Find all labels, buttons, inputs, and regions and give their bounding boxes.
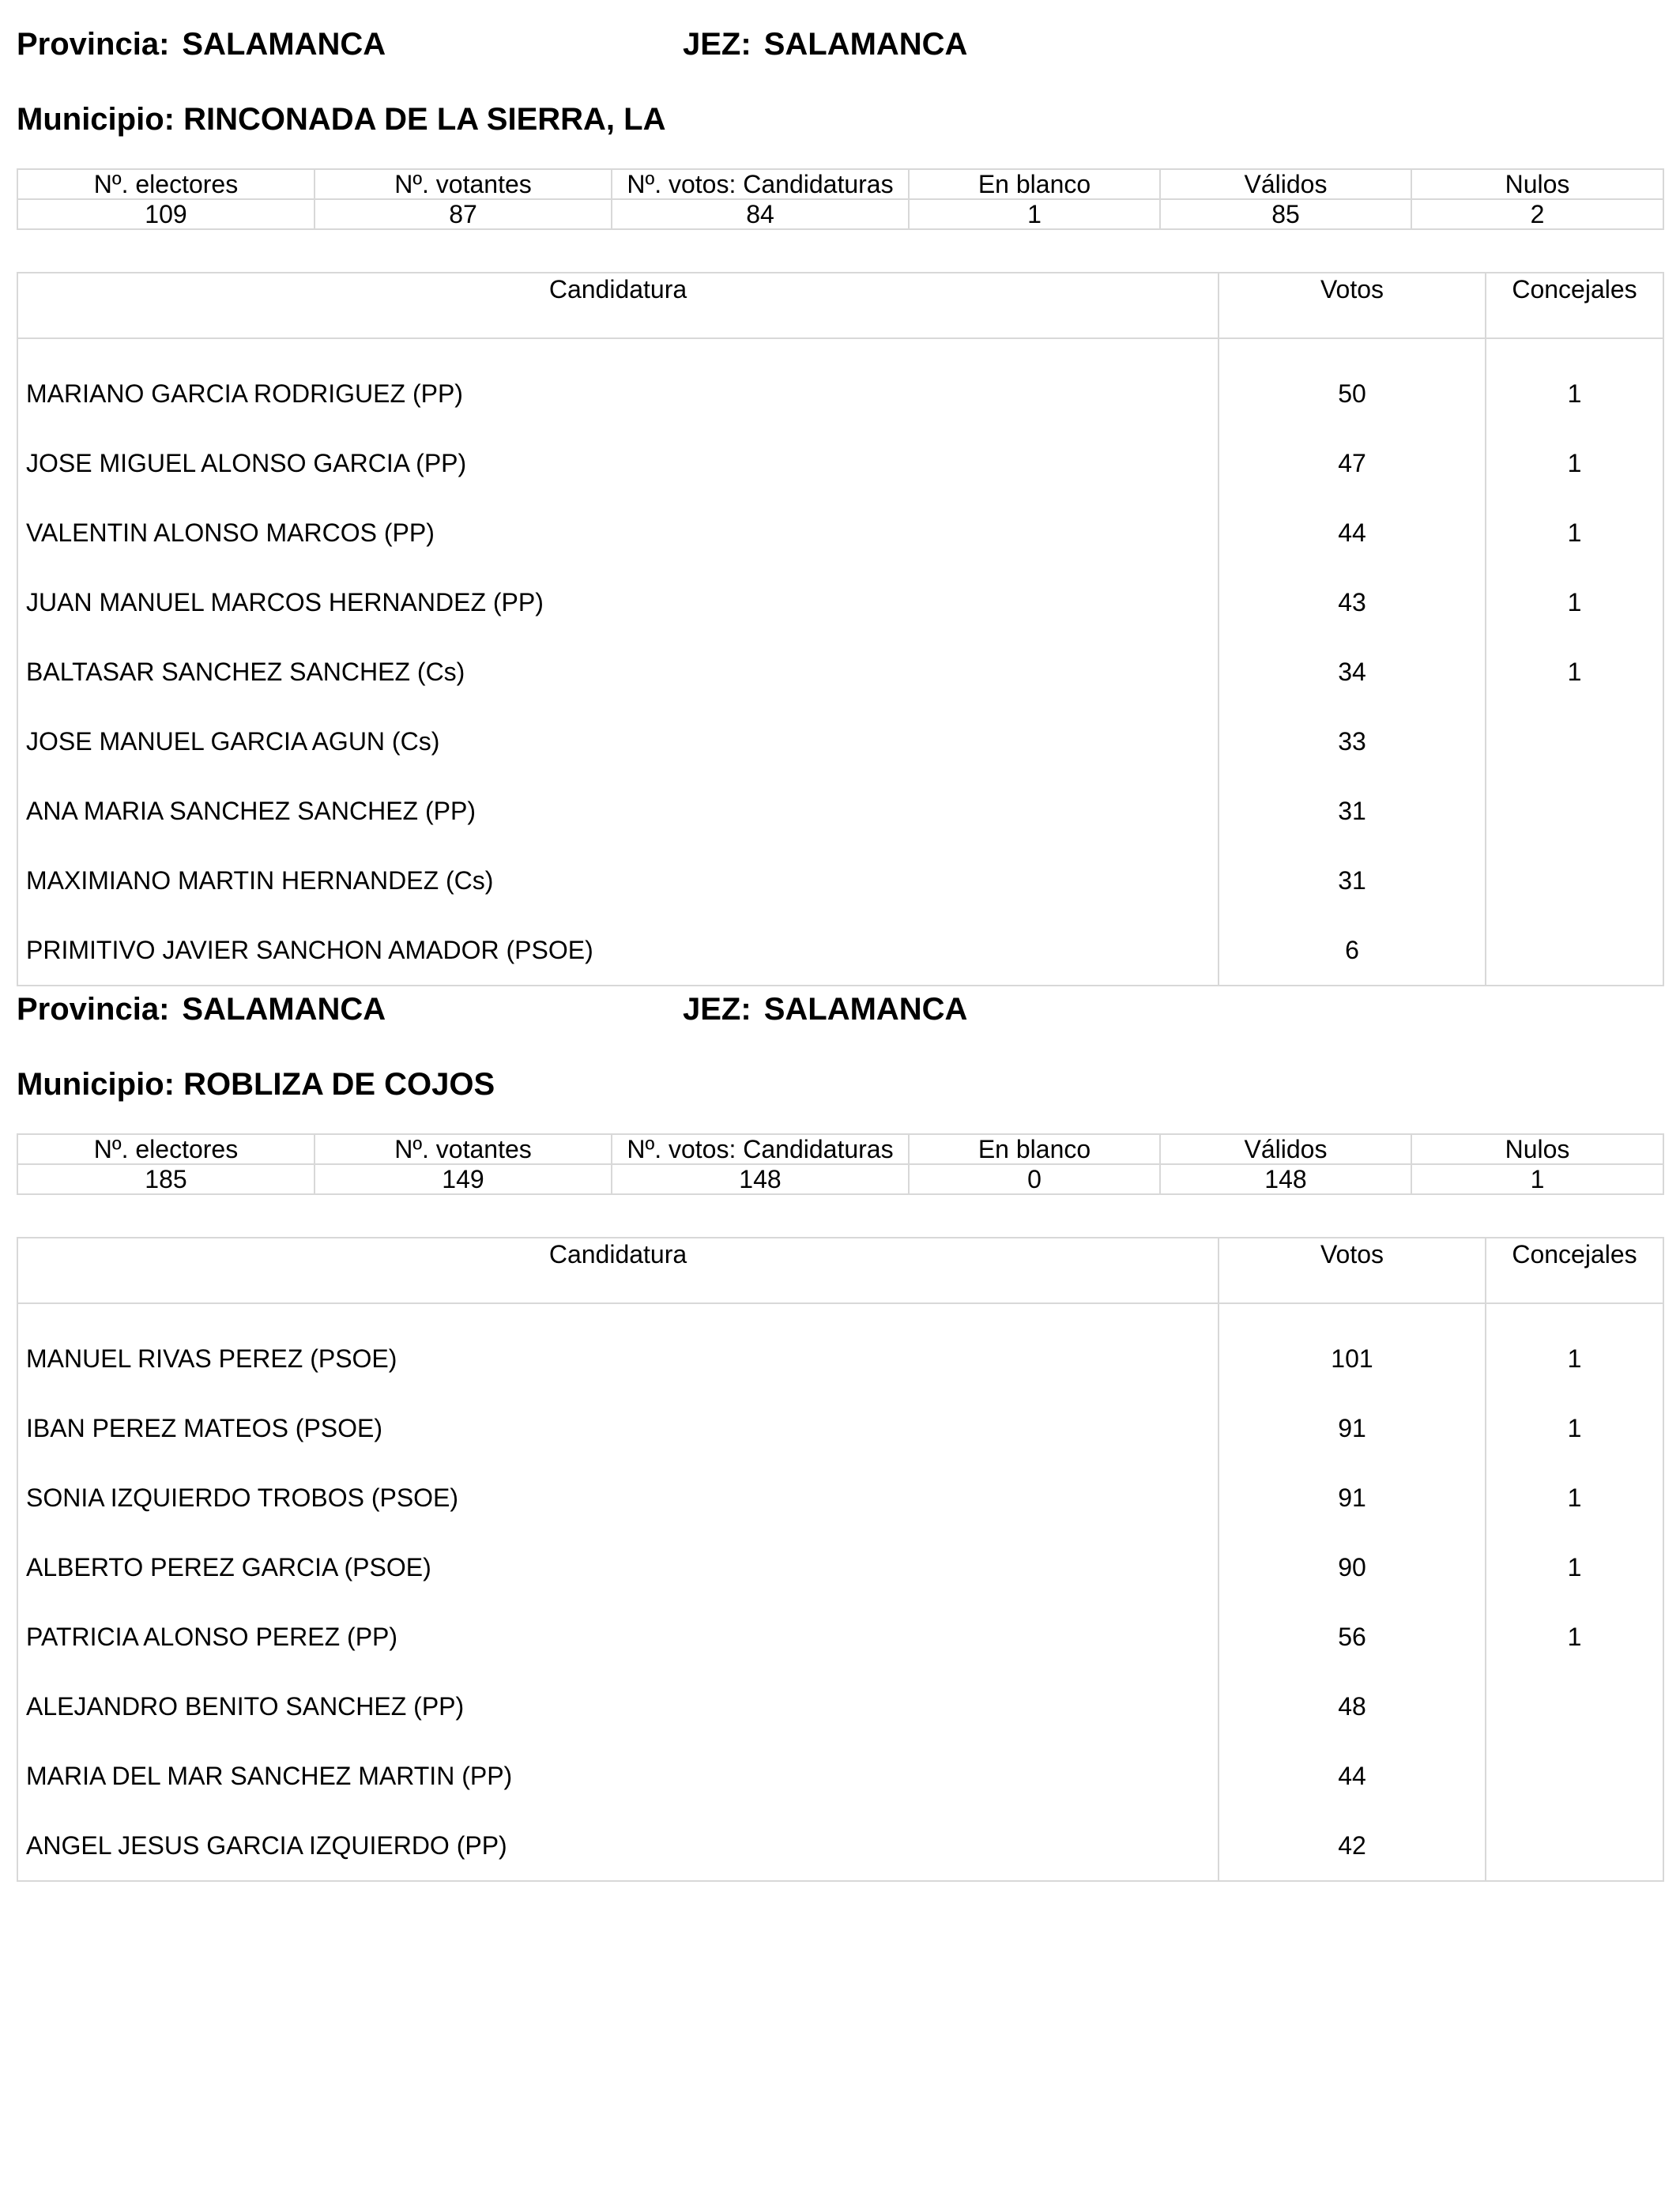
candidate-votos: 31 [1219, 846, 1486, 915]
candidate-votos: 44 [1219, 498, 1486, 567]
candidates-table [17, 272, 1664, 986]
candidate-row [17, 915, 1663, 986]
candidate-votos: 90 [1219, 1532, 1486, 1602]
candidate-row [17, 1811, 1663, 1881]
stats-value-row [17, 1164, 1663, 1194]
candidate-concejales: 1 [1486, 428, 1663, 498]
candidate-votos: 44 [1219, 1741, 1486, 1811]
candidate-votos: 101 [1219, 1303, 1486, 1393]
stats-value: 0 [909, 1164, 1160, 1194]
candidate-name: SONIA IZQUIERDO TROBOS (PSOE) [17, 1463, 1219, 1532]
concejales-header: Concejales [1486, 1238, 1663, 1303]
stats-header: Nº. votantes [315, 1134, 612, 1164]
stats-value-row [17, 199, 1663, 229]
candidate-concejales: 1 [1486, 498, 1663, 567]
stats-value: 149 [315, 1164, 612, 1194]
candidates-header-row [17, 273, 1663, 338]
candidate-name: IBAN PEREZ MATEOS (PSOE) [17, 1393, 1219, 1463]
candidate-row [17, 1602, 1663, 1672]
stats-value: 84 [612, 199, 909, 229]
candidate-row [17, 567, 1663, 637]
stats-value: 1 [1411, 1164, 1663, 1194]
stats-header: Nº. electores [17, 1134, 315, 1164]
candidate-concejales [1486, 707, 1663, 776]
candidate-votos: 31 [1219, 776, 1486, 846]
municipio-heading: Municipio: RINCONADA DE LA SIERRA, LA [17, 102, 666, 137]
provincia-heading: Provincia: SALAMANCA [17, 27, 386, 62]
candidate-concejales: 1 [1486, 1532, 1663, 1602]
stats-header: Nº. votantes [315, 169, 612, 199]
candidate-votos: 42 [1219, 1811, 1486, 1881]
candidate-concejales [1486, 915, 1663, 986]
concejales-header: Concejales [1486, 273, 1663, 338]
candidate-name: PATRICIA ALONSO PEREZ (PP) [17, 1602, 1219, 1672]
candidate-name: JOSE MIGUEL ALONSO GARCIA (PP) [17, 428, 1219, 498]
candidate-concejales [1486, 776, 1663, 846]
candidate-concejales [1486, 1741, 1663, 1811]
jez-value: SALAMANCA [763, 27, 968, 62]
provincia-value: SALAMANCA [182, 992, 386, 1027]
candidate-concejales [1486, 846, 1663, 915]
candidate-name: JUAN MANUEL MARCOS HERNANDEZ (PP) [17, 567, 1219, 637]
candidate-concejales: 1 [1486, 1393, 1663, 1463]
stats-header-row [17, 1134, 1663, 1164]
candidate-votos: 6 [1219, 915, 1486, 986]
candidate-votos: 33 [1219, 707, 1486, 776]
municipio-value: ROBLIZA DE COJOS [183, 1067, 495, 1102]
provincia-heading: Provincia: SALAMANCA [17, 992, 386, 1027]
stats-table [17, 168, 1664, 230]
candidate-votos: 50 [1219, 338, 1486, 428]
stats-header: Válidos [1160, 169, 1411, 199]
candidate-concejales: 1 [1486, 1303, 1663, 1393]
candidate-concejales [1486, 1672, 1663, 1741]
candidates-header-row [17, 1238, 1663, 1303]
stats-header: Nº. votos: Candidaturas [612, 169, 909, 199]
candidate-name: ALEJANDRO BENITO SANCHEZ (PP) [17, 1672, 1219, 1741]
votos-header: Votos [1219, 1238, 1486, 1303]
candidate-row [17, 1672, 1663, 1741]
candidate-name: ANGEL JESUS GARCIA IZQUIERDO (PP) [17, 1811, 1219, 1881]
jez-value: SALAMANCA [763, 992, 968, 1027]
candidate-row [17, 428, 1663, 498]
candidate-row [17, 846, 1663, 915]
candidate-concejales: 1 [1486, 567, 1663, 637]
candidate-votos: 91 [1219, 1463, 1486, 1532]
candidate-votos: 43 [1219, 567, 1486, 637]
municipio-heading: Municipio: ROBLIZA DE COJOS [17, 1067, 495, 1102]
stats-table [17, 1133, 1664, 1195]
candidatura-header: Candidatura [17, 273, 1219, 338]
candidate-name: BALTASAR SANCHEZ SANCHEZ (Cs) [17, 637, 1219, 707]
candidate-row [17, 1463, 1663, 1532]
candidate-row [17, 1393, 1663, 1463]
stats-header: En blanco [909, 1134, 1160, 1164]
candidates-table [17, 1237, 1664, 1882]
stats-value: 87 [315, 199, 612, 229]
candidate-name: JOSE MANUEL GARCIA AGUN (Cs) [17, 707, 1219, 776]
stats-value: 185 [17, 1164, 315, 1194]
stats-value: 85 [1160, 199, 1411, 229]
stats-header: Nulos [1411, 1134, 1663, 1164]
municipio-value: RINCONADA DE LA SIERRA, LA [183, 102, 666, 137]
stats-value: 2 [1411, 199, 1663, 229]
candidate-row [17, 637, 1663, 707]
candidate-name: VALENTIN ALONSO MARCOS (PP) [17, 498, 1219, 567]
candidate-concejales [1486, 1811, 1663, 1881]
candidate-name: MANUEL RIVAS PEREZ (PSOE) [17, 1303, 1219, 1393]
candidate-name: MAXIMIANO MARTIN HERNANDEZ (Cs) [17, 846, 1219, 915]
provincia-value: SALAMANCA [182, 27, 386, 62]
candidate-votos: 48 [1219, 1672, 1486, 1741]
candidate-row [17, 338, 1663, 428]
candidate-row [17, 1741, 1663, 1811]
candidatura-header: Candidatura [17, 1238, 1219, 1303]
candidate-name: PRIMITIVO JAVIER SANCHON AMADOR (PSOE) [17, 915, 1219, 986]
candidate-concejales: 1 [1486, 338, 1663, 428]
stats-value: 148 [612, 1164, 909, 1194]
candidate-name: MARIA DEL MAR SANCHEZ MARTIN (PP) [17, 1741, 1219, 1811]
candidate-votos: 34 [1219, 637, 1486, 707]
candidate-concejales: 1 [1486, 1463, 1663, 1532]
candidate-concejales: 1 [1486, 637, 1663, 707]
candidate-row [17, 707, 1663, 776]
stats-header: Válidos [1160, 1134, 1411, 1164]
candidate-votos: 47 [1219, 428, 1486, 498]
candidate-votos: 91 [1219, 1393, 1486, 1463]
candidate-concejales: 1 [1486, 1602, 1663, 1672]
stats-header: En blanco [909, 169, 1160, 199]
jez-heading: JEZ: SALAMANCA [683, 27, 968, 62]
stats-value: 148 [1160, 1164, 1411, 1194]
stats-header: Nulos [1411, 169, 1663, 199]
jez-heading: JEZ: SALAMANCA [683, 992, 968, 1027]
stats-header-row [17, 169, 1663, 199]
stats-value: 1 [909, 199, 1160, 229]
candidate-row [17, 498, 1663, 567]
candidate-votos: 56 [1219, 1602, 1486, 1672]
candidate-row [17, 1532, 1663, 1602]
candidate-row [17, 776, 1663, 846]
stats-header: Nº. votos: Candidaturas [612, 1134, 909, 1164]
candidate-name: MARIANO GARCIA RODRIGUEZ (PP) [17, 338, 1219, 428]
candidate-name: ANA MARIA SANCHEZ SANCHEZ (PP) [17, 776, 1219, 846]
candidate-name: ALBERTO PEREZ GARCIA (PSOE) [17, 1532, 1219, 1602]
stats-value: 109 [17, 199, 315, 229]
stats-header: Nº. electores [17, 169, 315, 199]
candidate-row [17, 1303, 1663, 1393]
votos-header: Votos [1219, 273, 1486, 338]
